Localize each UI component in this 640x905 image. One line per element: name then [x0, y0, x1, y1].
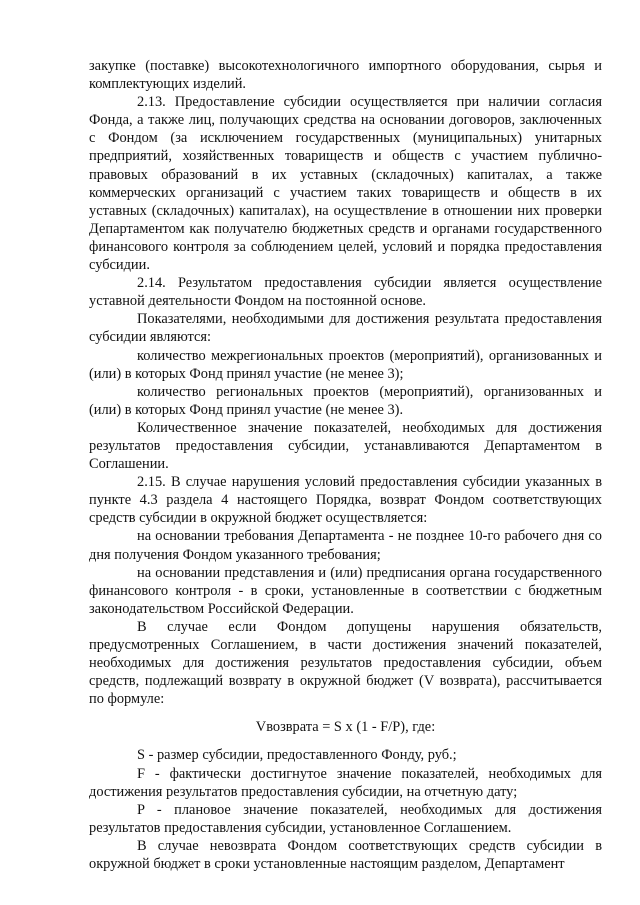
- definition-s: S - размер субсидии, предоставленного Фонду, руб.;: [137, 747, 457, 764]
- paragraph-non-return: В случае невозврата Фондом соответствующих средств субсидии в окружной бюджет в сроки установленные настоящим разделом, Департамент: [89, 837, 602, 873]
- paragraph-quantitative: Количественное значение показателей, необходимых для достижения результатов предоставления субсидии, устанавливаются Департаментом в Соглашении.: [89, 419, 602, 473]
- paragraph-department-request: на основании требования Департамента - не позднее 10-го рабочего дня со дня получения Фондом указанного требования;: [89, 528, 602, 563]
- paragraph-regional: количество региональных проектов (мероприятий), организованных и (или) в которых Фонд принял участие (не менее 3).: [89, 383, 602, 418]
- paragraph-2-14: 2.14. Результатом предоставления субсидии является осуществление уставной деятельности Фондом на постоянной основе.: [89, 275, 602, 310]
- definition-f: F - фактически достигнутое значение показателей, необходимых для достижения результатов предоставления субсидии, на отчетную дату;: [89, 765, 602, 800]
- return-formula: Vвозврата = S x (1 - F/P), где:: [255, 719, 436, 736]
- paragraph-control-order: на основании представления и (или) предписания органа государственного финансового контроля - в сроки, установленные в соответствии с бюджетным законодательством Российской Федерации.: [89, 564, 602, 617]
- body-text: [89, 57, 602, 708]
- paragraph-indicators: Показателями, необходимыми для достижения результата предоставления субсидии являются:: [89, 311, 602, 346]
- paragraph-violation: В случае если Фондом допущены нарушения обязательств, предусмотренных Соглашением, в части достижения значений показателей, необходимых для достижения результатов предоставления субсидии, объем средств, подлежащий возврату в окружной бюджет (V возврата), рассчитывается по формуле:: [89, 618, 602, 708]
- paragraph-interregional: количество межрегиональных проектов (мероприятий), организованных и (или) в которых Фонд принял участие (не менее 3);: [89, 347, 602, 382]
- formula-definitions: [89, 746, 602, 873]
- definition-p: P - плановое значение показателей, необходимых для достижения результатов предоставления субсидии, установленное Соглашением.: [89, 801, 602, 836]
- paragraph-2-15: 2.15. В случае нарушения условий предоставления субсидии указанных в пункте 4.3 раздела 4 настоящего Порядка, возврат Фондом соответствующих средств субсидии в окружной бюджет осуществляется:: [89, 474, 602, 527]
- paragraph-continuation: закупке (поставке) высокотехнологичного импортного оборудования, сырья и комплектующих изделий.: [89, 58, 602, 93]
- paragraph-2-13: 2.13. Предоставление субсидии осуществляется при наличии согласия Фонда, а также лиц, получающих средства на основании договоров, заключенных с Фондом (за исключением государственных (муниципальных) унитарных предприятий, хозяйственных товариществ и обществ с участием публично-правовых образований в их уставных (складочных) капиталах, а также коммерческих организаций с участием таких товариществ и обществ в их уставных (складочных) капиталах), на осуществление в отношении них проверки Департаментом как получателю бюджетных средств и органами государственного финансового контроля за соблюдением целей, условий и порядка предоставления субсидии.: [89, 94, 602, 274]
